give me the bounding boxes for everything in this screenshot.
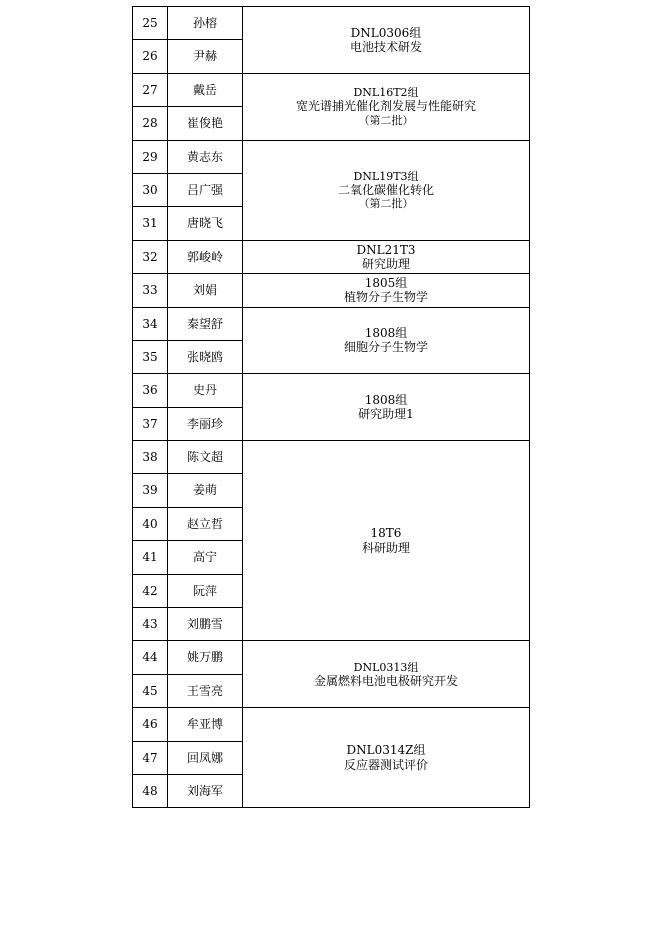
group-cell [243,441,530,641]
group-code: DNL0314Z组 [346,743,426,758]
group-description: 宽光谱捕光催化剂发展与性能研究 [295,99,476,114]
group-code: DNL0313组 [353,660,419,674]
group-description: （第二批） [358,197,414,211]
person-name: 秦望舒 [168,307,243,340]
person-name: 张晓鸥 [168,340,243,373]
row-number: 45 [133,674,168,707]
group-description: 科研助理 [361,540,410,555]
person-name: 崔俊艳 [168,107,243,140]
group-code: DNL16T2组 [353,86,419,100]
person-name: 王雪亮 [168,674,243,707]
person-name: 李丽珍 [168,407,243,440]
row-number: 39 [133,474,168,507]
row-number: 26 [133,40,168,73]
group-description: 研究助理 [361,256,410,271]
row-number: 32 [133,240,168,273]
row-number: 46 [133,708,168,741]
table-row [133,7,530,40]
table-row [133,274,530,307]
table-row [133,374,530,407]
row-number: 27 [133,73,168,106]
roster-table [132,6,530,808]
person-name: 刘娟 [168,274,243,307]
person-name: 尹赫 [168,40,243,73]
group-description: 金属燃料电池电极研究开发 [313,673,458,688]
row-number: 42 [133,574,168,607]
group-cell [243,374,530,441]
group-code: 1805组 [364,275,408,290]
group-cell [243,274,530,307]
row-number: 44 [133,641,168,674]
row-number: 41 [133,541,168,574]
person-name: 回凤娜 [168,741,243,774]
person-name: 吕广强 [168,173,243,206]
group-cell [243,7,530,74]
group-cell [243,73,530,140]
group-cell [243,708,530,808]
group-code: 1808组 [364,392,408,407]
person-name: 高宁 [168,541,243,574]
group-code: DNL21T3 [356,242,416,257]
row-number: 28 [133,107,168,140]
person-name: 陈文超 [168,441,243,474]
row-number: 43 [133,608,168,641]
row-number: 38 [133,441,168,474]
row-number: 34 [133,307,168,340]
group-code: 1808组 [364,326,408,341]
person-name: 姚万鹏 [168,641,243,674]
person-name: 赵立哲 [168,507,243,540]
group-description: 二氧化碳催化转化 [337,182,434,197]
row-number: 29 [133,140,168,173]
table-row [133,140,530,173]
table-row [133,240,530,273]
row-number: 37 [133,407,168,440]
row-number: 33 [133,274,168,307]
roster-body [133,7,530,808]
person-name: 孙榕 [168,7,243,40]
group-code: DNL0306组 [350,25,422,40]
row-number: 31 [133,207,168,240]
row-number: 35 [133,340,168,373]
row-number: 36 [133,374,168,407]
row-number: 25 [133,7,168,40]
row-number: 48 [133,774,168,807]
group-cell [243,641,530,708]
table-row [133,708,530,741]
group-cell [243,240,530,273]
person-name: 郭峻岭 [168,240,243,273]
group-code: DNL19T3组 [353,169,419,183]
group-code: 18T6 [370,526,402,541]
row-number: 40 [133,507,168,540]
person-name: 刘海军 [168,774,243,807]
group-description: 反应器测试评价 [343,757,428,772]
person-name: 牟亚博 [168,708,243,741]
table-row [133,641,530,674]
group-description: 电池技术研发 [349,39,422,54]
group-cell [243,140,530,240]
person-name: 戴岳 [168,73,243,106]
group-description: 细胞分子生物学 [343,340,428,355]
person-name: 刘鹏雪 [168,608,243,641]
table-row [133,441,530,474]
group-description: （第二批） [358,113,414,127]
row-number: 47 [133,741,168,774]
row-number: 30 [133,173,168,206]
person-name: 阮萍 [168,574,243,607]
person-name: 史丹 [168,374,243,407]
person-name: 唐晓飞 [168,207,243,240]
group-description: 植物分子生物学 [343,290,428,305]
person-name: 姜萌 [168,474,243,507]
table-row [133,73,530,106]
table-row [133,307,530,340]
group-description: 研究助理1 [358,407,414,422]
group-cell [243,307,530,374]
person-name: 黄志东 [168,140,243,173]
